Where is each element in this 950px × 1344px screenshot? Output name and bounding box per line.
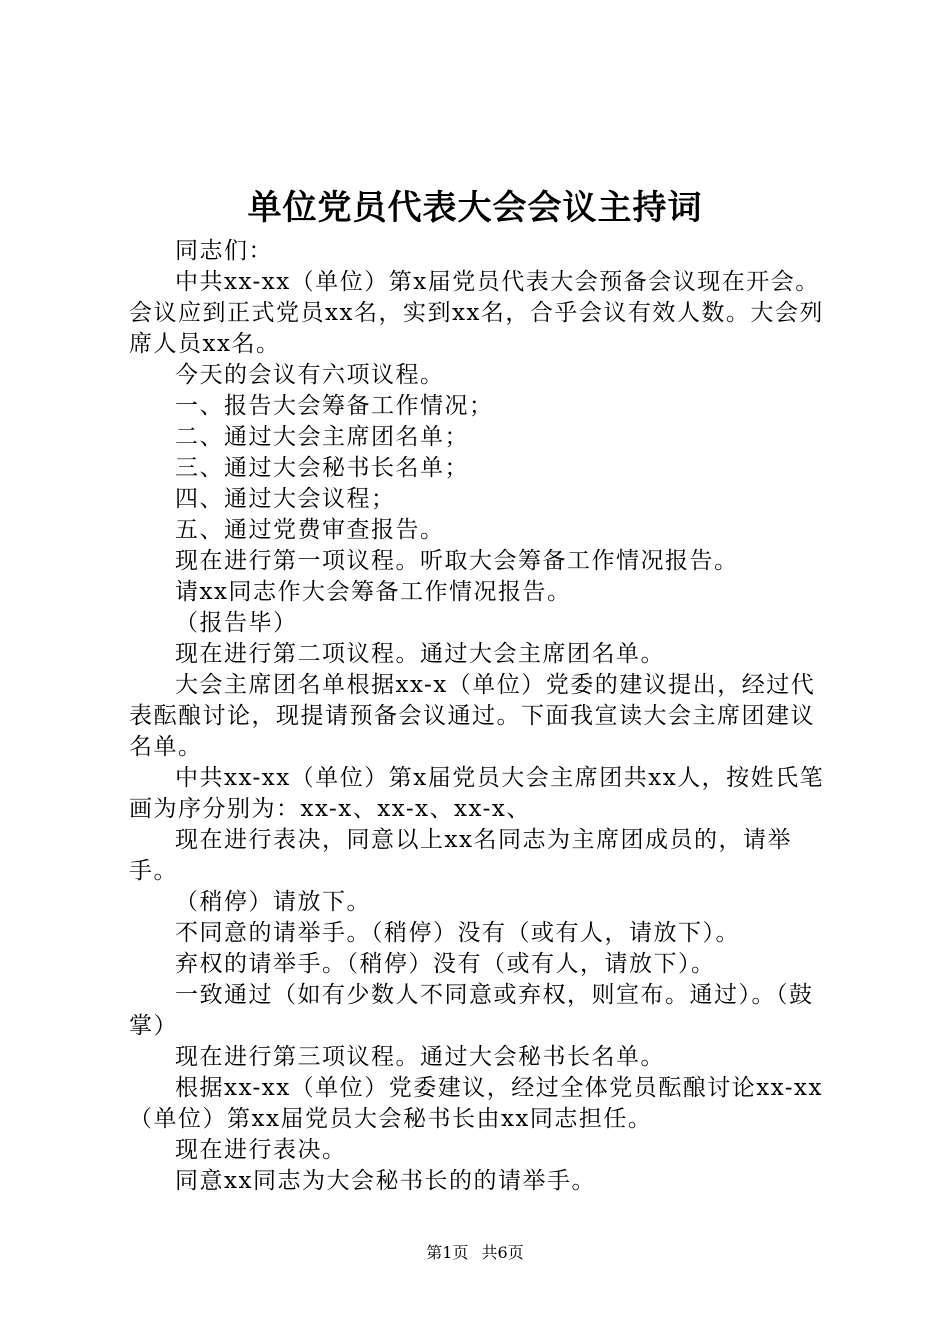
paragraph: 二、通过大会主席团名单； xyxy=(175,424,469,450)
page-number: 第1页 xyxy=(426,1243,469,1262)
paragraph: 三、通过大会秘书长名单； xyxy=(175,455,469,481)
document-title: 单位党员代表大会会议主持词 xyxy=(247,188,703,228)
paragraph: 大会主席团名单根据xx-x（单位）党委的建议提出，经过代表酝酿讨论，现提请预备会议通过。下面我宣读大会主席团建议名单。 xyxy=(129,672,816,760)
page-footer xyxy=(0,1242,950,1264)
page-total: 共6页 xyxy=(481,1243,524,1262)
paragraph: 现在进行第一项议程。听取大会筹备工作情况报告。 xyxy=(175,548,739,574)
paragraph: 不同意的请举手。（稍停）没有（或有人，请放下）。 xyxy=(175,920,740,946)
paragraph: 中共xx-xx（单位）第x届党员大会主席团共xx人，按姓氏笔画为序分别为：xx-x、xx-x、xx-x、 xyxy=(129,765,825,822)
paragraph: 同志们： xyxy=(175,238,273,264)
paragraph: 现在进行表决，同意以上xx名同志为主席团成员的，请举手。 xyxy=(129,827,792,884)
paragraph: 同意xx同志为大会秘书长的的请举手。 xyxy=(175,1168,596,1194)
paragraph: 请xx同志作大会筹备工作情况报告。 xyxy=(175,579,572,605)
paragraph: 四、通过大会议程； xyxy=(175,486,396,512)
paragraph: 中共xx-xx（单位）第x届党员代表大会预备会议现在开会。会议应到正式党员xx名，实到xx名，合乎会议有效人数。大会列席人员xx名。 xyxy=(129,269,824,357)
paragraph: 现在进行表决。 xyxy=(175,1137,347,1163)
paragraph: 弃权的请举手。（稍停）没有（或有人，请放下）。 xyxy=(175,951,716,977)
paragraph: 五、通过党费审查报告。 xyxy=(175,517,445,543)
paragraph: 现在进行第二项议程。通过大会主席团名单。 xyxy=(175,641,665,667)
paragraph: 今天的会议有六项议程。 xyxy=(175,362,445,388)
paragraph: 一致通过（如有少数人不同意或弃权，则宣布。通过）。（鼓掌） xyxy=(129,982,814,1039)
paragraph: 一、报告大会筹备工作情况； xyxy=(175,393,494,419)
document-body xyxy=(129,236,839,1197)
paragraph: （稍停）请放下。 xyxy=(175,889,371,915)
paragraph: 根据xx-xx（单位）党委建议，经过全体党员酝酿讨论xx-xx（单位）第xx届党员大会秘书长由xx同志担任。 xyxy=(129,1075,824,1132)
paragraph: 现在进行第三项议程。通过大会秘书长名单。 xyxy=(175,1044,665,1070)
paragraph: （报告毕） xyxy=(175,610,298,636)
